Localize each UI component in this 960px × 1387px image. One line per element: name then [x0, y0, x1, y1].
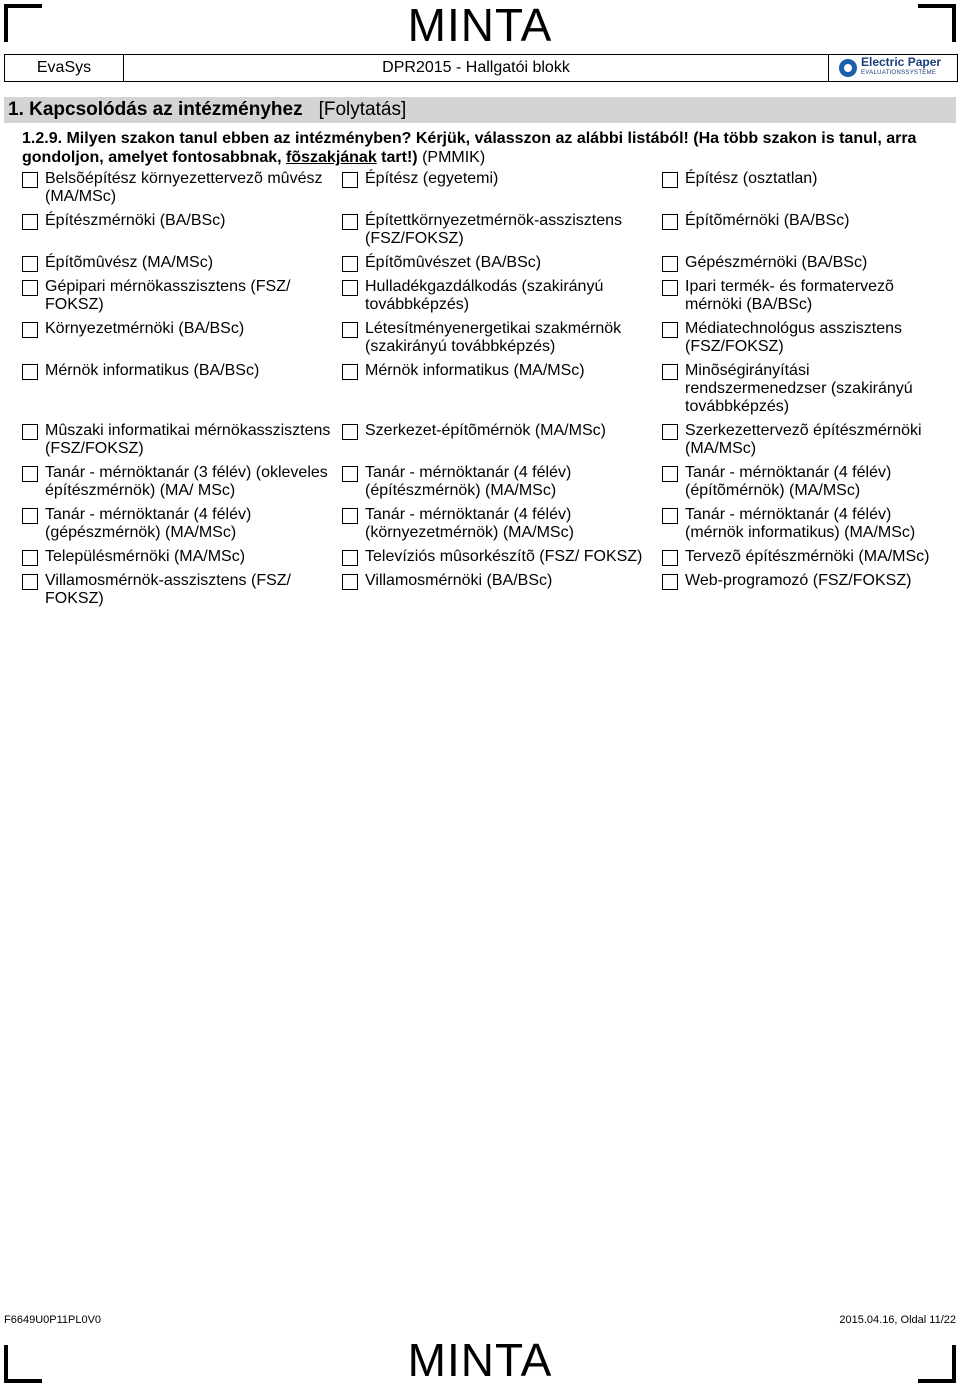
option-label: Tanár - mérnöktanár (4 félév) (építészmérnök) (MA/MSc) [365, 464, 572, 499]
checkbox[interactable] [662, 508, 678, 524]
question-bold: 1.2.9. Milyen szakon tanul ebben az intézményben? Kérjük, válasszon az alábbi listából! (Ha több szakon is tanul, arra gondoljon, amelyet fontosabbnak, [22, 130, 917, 166]
checkbox[interactable] [342, 214, 358, 230]
option-label: Hulladékgazdálkodás (szakirányú továbbképzés) [365, 278, 604, 313]
option-item[interactable] [662, 278, 954, 314]
option-grid [22, 170, 954, 614]
option-label: Ipari termék- és formatervezõ mérnöki (BA/BSc) [685, 278, 894, 313]
option-label: Településmérnöki (MA/MSc) [45, 548, 246, 565]
question-bold-end: tart!) [376, 149, 418, 166]
checkbox[interactable] [22, 466, 38, 482]
form-title: DPR2015 - Hallgatói blokk [124, 55, 829, 81]
checkbox[interactable] [342, 550, 358, 566]
checkbox[interactable] [22, 550, 38, 566]
option-item[interactable] [22, 572, 342, 608]
checkbox[interactable] [662, 172, 678, 188]
logo-name: Electric Paper [861, 55, 942, 69]
option-item[interactable] [342, 170, 662, 206]
option-label: Gépipari mérnökasszisztens (FSZ/ FOKSZ) [45, 278, 291, 313]
option-label: Szerkezettervezõ építészmérnöki (MA/MSc) [685, 422, 922, 457]
option-label: Mûszaki informatikai mérnökasszisztens (FSZ/FOKSZ) [45, 422, 331, 457]
option-item[interactable] [22, 422, 342, 458]
option-item[interactable] [662, 464, 954, 500]
option-label: Médiatechnológus asszisztens (FSZ/FOKSZ) [685, 320, 903, 355]
form-header [4, 54, 958, 82]
option-item[interactable] [22, 254, 342, 272]
checkbox[interactable] [342, 574, 358, 590]
option-item[interactable] [22, 278, 342, 314]
option-label: Építõmûvész (MA/MSc) [45, 254, 214, 271]
checkbox[interactable] [662, 322, 678, 338]
option-label: Tanár - mérnöktanár (4 félév) (építõmérnök) (MA/MSc) [685, 464, 892, 499]
watermark-top: MINTA [407, 0, 553, 51]
option-item[interactable] [22, 212, 342, 248]
checkbox[interactable] [662, 280, 678, 296]
checkbox[interactable] [22, 214, 38, 230]
checkbox[interactable] [662, 256, 678, 272]
checkbox[interactable] [22, 322, 38, 338]
option-item[interactable] [22, 548, 342, 566]
option-label: Web-programozó (FSZ/FOKSZ) [685, 572, 912, 589]
app-name: EvaSys [5, 55, 124, 81]
option-item[interactable] [342, 506, 662, 542]
electric-paper-logo [829, 55, 957, 81]
checkbox[interactable] [342, 466, 358, 482]
option-row [22, 464, 954, 500]
option-item[interactable] [22, 506, 342, 542]
checkbox[interactable] [662, 550, 678, 566]
option-item[interactable] [342, 362, 662, 416]
option-row [22, 254, 954, 272]
option-row [22, 362, 954, 416]
option-item[interactable] [342, 548, 662, 566]
option-item[interactable] [662, 362, 954, 416]
checkbox[interactable] [22, 256, 38, 272]
option-item[interactable] [342, 422, 662, 458]
checkbox[interactable] [342, 424, 358, 440]
option-label: Építész (osztatlan) [685, 170, 818, 187]
option-item[interactable] [662, 170, 954, 206]
option-item[interactable] [662, 422, 954, 458]
option-item[interactable] [342, 572, 662, 608]
checkbox[interactable] [22, 508, 38, 524]
option-item[interactable] [662, 548, 954, 566]
checkbox[interactable] [662, 214, 678, 230]
checkbox[interactable] [342, 364, 358, 380]
option-row [22, 572, 954, 608]
option-label: Gépészmérnöki (BA/BSc) [685, 254, 868, 271]
option-label: Tanár - mérnöktanár (4 félév) (környezetmérnök) (MA/MSc) [365, 506, 574, 541]
checkbox[interactable] [22, 280, 38, 296]
option-label: Építettkörnyezetmérnök-asszisztens (FSZ/FOKSZ) [365, 212, 622, 247]
checkbox[interactable] [22, 574, 38, 590]
option-row [22, 320, 954, 356]
option-label: Tanár - mérnöktanár (4 félév) (mérnök informatikus) (MA/MSc) [685, 506, 916, 541]
form-code: F6649U0P11PL0V0 [4, 1314, 102, 1326]
option-label: Építõmérnöki (BA/BSc) [685, 212, 850, 229]
checkbox[interactable] [342, 322, 358, 338]
option-item[interactable] [22, 170, 342, 206]
option-item[interactable] [662, 572, 954, 608]
option-item[interactable] [662, 320, 954, 356]
checkbox[interactable] [662, 574, 678, 590]
option-label: Építészmérnöki (BA/BSc) [45, 212, 226, 229]
option-item[interactable] [662, 212, 954, 248]
checkbox[interactable] [22, 424, 38, 440]
checkbox[interactable] [342, 508, 358, 524]
option-item[interactable] [22, 362, 342, 416]
checkbox[interactable] [342, 280, 358, 296]
option-item[interactable] [342, 278, 662, 314]
option-item[interactable] [662, 254, 954, 272]
question-underlined: fõszakjának [286, 149, 377, 166]
checkbox[interactable] [342, 172, 358, 188]
date-page: 2015.04.16, Oldal 11/22 [839, 1314, 956, 1326]
option-label: Szerkezet-építõmérnök (MA/MSc) [365, 422, 606, 439]
watermark-bottom: MINTA [407, 1334, 553, 1386]
section-continued: [Folytatás] [318, 99, 407, 120]
option-item[interactable] [22, 464, 342, 500]
option-row [22, 506, 954, 542]
section-heading [4, 97, 956, 123]
checkbox[interactable] [662, 466, 678, 482]
option-label: Minõségirányítási rendszermenedzser (szakirányú továbbképzés) [685, 362, 913, 415]
option-label: Villamosmérnök-asszisztens (FSZ/ FOKSZ) [45, 572, 291, 607]
option-item[interactable] [342, 254, 662, 272]
option-label: Tervezõ építészmérnöki (MA/MSc) [685, 548, 930, 565]
option-item[interactable] [22, 320, 342, 356]
option-row [22, 422, 954, 458]
option-row [22, 548, 954, 566]
option-label: Létesítményenergetikai szakmérnök (szakirányú továbbképzés) [365, 320, 622, 355]
option-item[interactable] [342, 212, 662, 248]
option-label: Tanár - mérnöktanár (3 félév) (okleveles építészmérnök) (MA/ MSc) [45, 464, 328, 499]
option-label: Mérnök informatikus (MA/MSc) [365, 362, 585, 379]
option-row [22, 170, 954, 206]
section-title: 1. Kapcsolódás az intézményhez [8, 99, 303, 120]
option-label: Építész (egyetemi) [365, 170, 499, 187]
logo-icon [839, 59, 857, 77]
logo-subtitle: EVALUATIONSSYSTEME [861, 70, 937, 76]
checkbox[interactable] [662, 424, 678, 440]
checkbox[interactable] [22, 172, 38, 188]
checkbox[interactable] [22, 364, 38, 380]
option-label: Tanár - mérnöktanár (4 félév) (gépészmérnök) (MA/MSc) [45, 506, 252, 541]
checkbox[interactable] [662, 364, 678, 380]
option-item[interactable] [662, 506, 954, 542]
option-label: Televíziós mûsorkészítõ (FSZ/ FOKSZ) [365, 548, 643, 565]
option-label: Környezetmérnöki (BA/BSc) [45, 320, 245, 337]
option-item[interactable] [342, 464, 662, 500]
option-label: Villamosmérnöki (BA/BSc) [365, 572, 553, 589]
option-row [22, 278, 954, 314]
option-item[interactable] [342, 320, 662, 356]
question-suffix: (PMMIK) [417, 149, 486, 166]
option-row [22, 212, 954, 248]
option-label: Építõmûvészet (BA/BSc) [365, 254, 542, 271]
question-text [22, 129, 952, 167]
option-label: Mérnök informatikus (BA/BSc) [45, 362, 260, 379]
option-label: Belsõépítész környezettervezõ mûvész (MA/MSc) [45, 170, 323, 205]
checkbox[interactable] [342, 256, 358, 272]
